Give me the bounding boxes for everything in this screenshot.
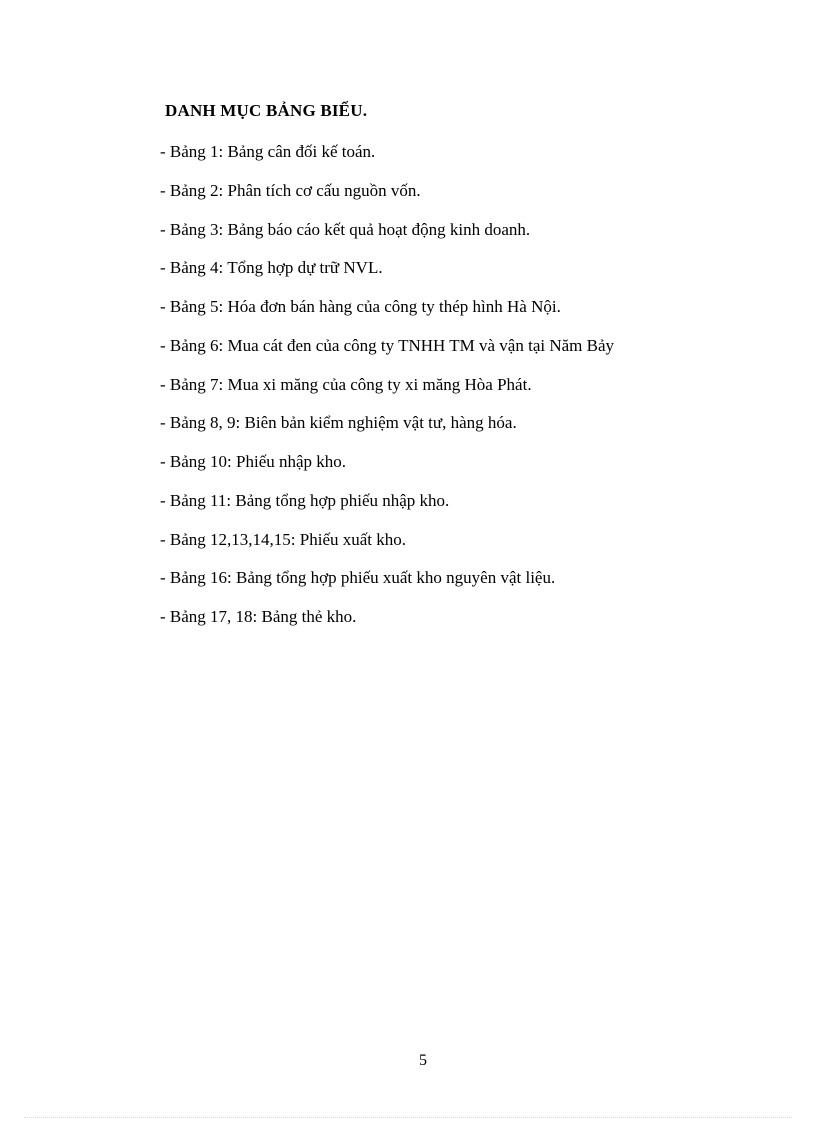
- list-item-bang-7: - Bảng 7: Mua xi măng của công ty xi măng Hòa Phát.: [160, 374, 532, 394]
- list-item-bang-6: - Bảng 6: Mua cát đen của công ty TNHH TM và vận tại Năm Bảy: [160, 335, 615, 355]
- list-item-bang-12-15: - Bảng 12,13,14,15: Phiếu xuất kho.: [160, 529, 407, 549]
- list-item-bang-8-9: - Bảng 8, 9: Biên bản kiểm nghiệm vật tư, hàng hóa.: [160, 413, 517, 433]
- list-item-bang-10: - Bảng 10: Phiếu nhập kho.: [160, 452, 347, 471]
- list-item-bang-17-18: - Bảng 17, 18: Bảng thẻ kho.: [160, 607, 357, 626]
- list-item-bang-1: - Bảng 1: Bảng cân đối kế toán.: [160, 142, 376, 161]
- list-item-bang-11: - Bảng 11: Bảng tổng hợp phiếu nhập kho.: [160, 490, 450, 510]
- page-number: 5: [419, 1052, 427, 1069]
- list-item-bang-4: - Bảng 4: Tổng hợp dự trữ NVL.: [160, 258, 383, 278]
- list-item-bang-2: - Bảng 2: Phân tích cơ cấu nguồn vốn.: [160, 180, 421, 200]
- table-list: [160, 141, 614, 645]
- page-title: DANH MỤC BẢNG BIỂU.: [165, 101, 368, 120]
- list-item-bang-16: - Bảng 16: Bảng tổng hợp phiếu xuất kho nguyên vật liệu.: [160, 568, 556, 588]
- list-item-bang-3: - Bảng 3: Bảng báo cáo kết quả hoạt động kinh doanh.: [160, 219, 531, 239]
- list-item-bang-5: - Bảng 5: Hóa đơn bán hàng của công ty thép hình Hà Nội.: [160, 297, 561, 316]
- page-bottom-divider: [24, 1117, 792, 1118]
